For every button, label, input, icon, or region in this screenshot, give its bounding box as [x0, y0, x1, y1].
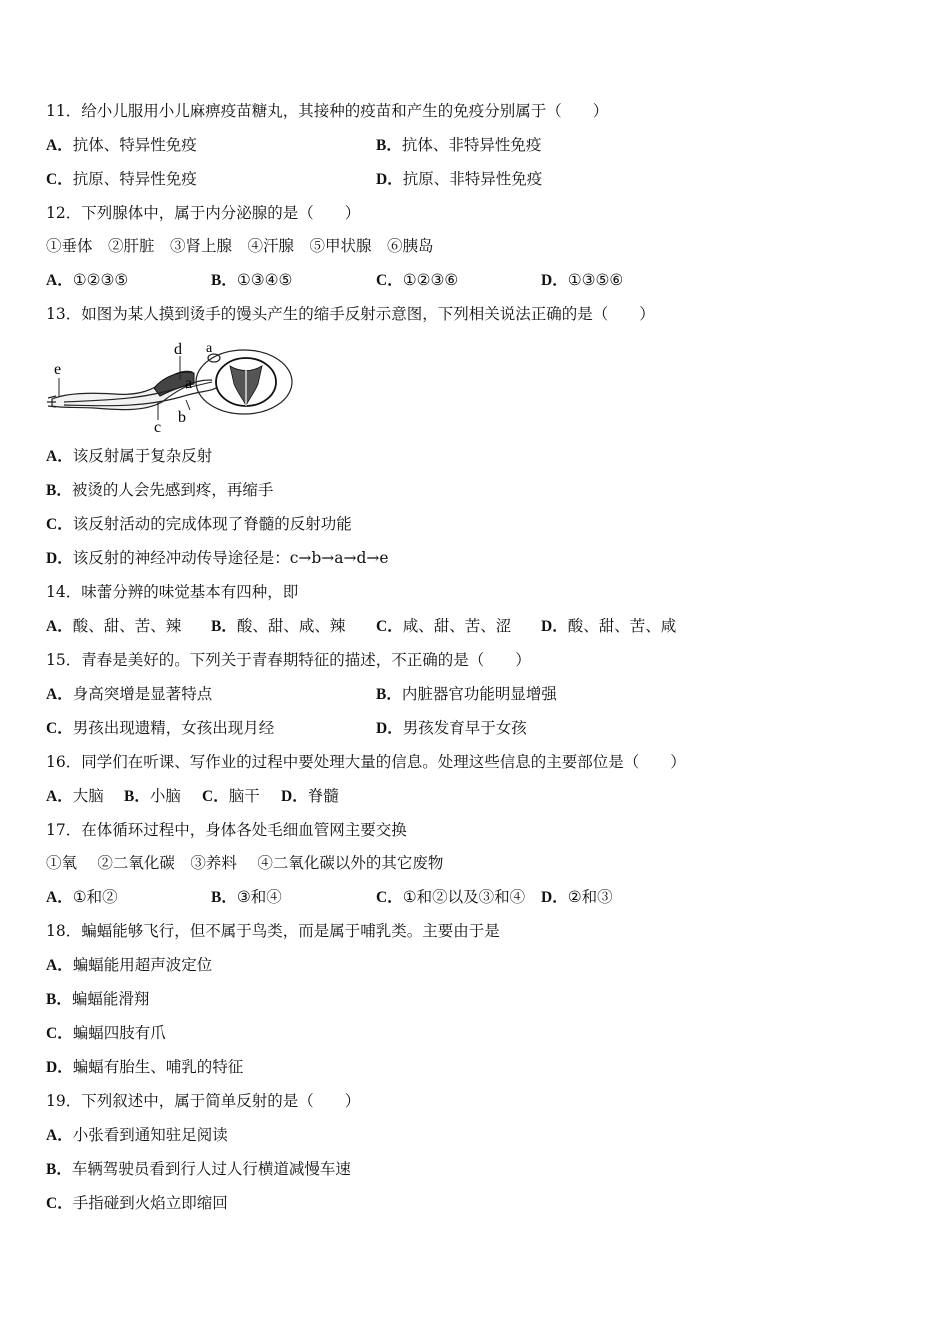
question-12-stem: 12．下列腺体中，属于内分泌腺的是（ ） [46, 204, 361, 222]
option-label: C． [376, 618, 403, 635]
question-11-stem: 11．给小儿服用小儿麻痹疫苗糖丸，其接种的疫苗和产生的免疫分别属于（ ） [46, 102, 609, 120]
option-text: 蝙蝠能用超声波定位 [72, 956, 213, 974]
option-label: B． [376, 686, 402, 703]
q16-option-c[interactable] [202, 786, 260, 807]
option-label: D． [281, 788, 308, 805]
q14-option-c[interactable] [376, 616, 511, 637]
option-label: C． [46, 1025, 73, 1042]
option-text: ①和②以及③和④ [402, 888, 526, 906]
option-label: D． [541, 618, 568, 635]
option-text: 被烫的人会先感到疼，再缩手 [71, 481, 274, 499]
option-label: B． [46, 1161, 72, 1178]
option-label: C． [202, 788, 229, 805]
q16-option-b[interactable] [124, 786, 181, 807]
option-text: 咸、甜、苦、涩 [402, 617, 512, 635]
option-label: A． [46, 618, 73, 635]
q13-option-d[interactable] [46, 548, 389, 569]
option-label: A． [46, 137, 73, 154]
option-label: C． [46, 516, 73, 533]
option-text: ①②③⑤ [72, 271, 129, 289]
option-text: 男孩发育早于女孩 [402, 719, 527, 737]
option-text: 蝙蝠能滑翔 [71, 990, 150, 1008]
q15-option-d[interactable] [376, 718, 527, 739]
option-label: A． [46, 272, 73, 289]
option-text: 抗原、特异性免疫 [72, 170, 197, 188]
q11-option-a[interactable] [46, 135, 197, 156]
q18-option-c[interactable] [46, 1023, 166, 1044]
option-label: C． [376, 272, 403, 289]
q14-option-a[interactable] [46, 616, 181, 637]
option-text: 蝙蝠有胎生、哺乳的特征 [72, 1058, 244, 1076]
option-text: ①③⑤⑥ [567, 271, 624, 289]
option-label: D． [541, 272, 568, 289]
option-text: 抗体、特异性免疫 [72, 136, 197, 154]
q18-option-a[interactable] [46, 955, 212, 976]
q18-option-b[interactable] [46, 989, 149, 1010]
question-18-stem: 18．蝙蝠能够飞行，但不属于鸟类，而是属于哺乳类。主要由于是 [46, 922, 500, 940]
q11-option-d[interactable] [376, 169, 542, 190]
option-text: 酸、甜、苦、辣 [72, 617, 182, 635]
question-17-stem: 17．在体循环过程中，身体各处毛细血管网主要交换 [46, 821, 407, 839]
option-text: ①③④⑤ [236, 271, 293, 289]
q12-option-d[interactable] [541, 270, 623, 291]
question-13-stem: 13．如图为某人摸到烫手的馒头产生的缩手反射示意图，下列相关说法正确的是（ ） [46, 305, 655, 323]
q11-option-b[interactable] [376, 135, 541, 156]
option-label: B． [211, 889, 237, 906]
question-15-stem: 15．青春是美好的。下列关于青春期特征的描述，不正确的是（ ） [46, 651, 531, 669]
option-text: 大脑 [72, 787, 104, 805]
q17-option-d[interactable] [541, 887, 613, 908]
option-label: D． [46, 550, 73, 567]
option-text: ②和③ [567, 888, 613, 906]
label-b: b [178, 409, 186, 426]
option-text: 该反射的神经冲动传导途径是：c→b→a→d→e [72, 549, 389, 567]
reflex-arc-diagram [44, 336, 296, 436]
option-label: D． [46, 1059, 73, 1076]
option-text: 小脑 [149, 787, 181, 805]
q12-option-b[interactable] [211, 270, 292, 291]
option-text: 酸、甜、苦、咸 [567, 617, 677, 635]
option-label: B． [211, 618, 237, 635]
q19-option-b[interactable] [46, 1159, 351, 1180]
label-a: a [185, 375, 193, 392]
option-label: B． [376, 137, 402, 154]
option-label: A． [46, 686, 73, 703]
question-14-stem: 14．味蕾分辨的味觉基本有四种，即 [46, 583, 299, 601]
label-c: c [154, 419, 162, 436]
option-label: A． [46, 957, 73, 974]
option-text: 脑干 [228, 787, 260, 805]
option-label: C． [46, 171, 73, 188]
option-text: ③和④ [236, 888, 282, 906]
option-label: C． [46, 720, 73, 737]
q18-option-d[interactable] [46, 1057, 243, 1078]
option-text: 抗原、非特异性免疫 [402, 170, 543, 188]
q16-option-d[interactable] [281, 786, 339, 807]
question-12-items: ①垂体 ②肝脏 ③肾上腺 ④汗腺 ⑤甲状腺 ⑥胰岛 [46, 237, 434, 255]
option-text: 该反射活动的完成体现了脊髓的反射功能 [72, 515, 352, 533]
q19-option-a[interactable] [46, 1125, 228, 1146]
option-label: D． [376, 171, 403, 188]
q13-option-c[interactable] [46, 514, 352, 535]
question-16-stem: 16．同学们在听课、写作业的过程中要处理大量的信息。处理这些信息的主要部位是（ ） [46, 753, 686, 771]
q13-option-b[interactable] [46, 480, 273, 501]
q12-option-c[interactable] [376, 270, 458, 291]
option-text: 身高突增是显著特点 [72, 685, 213, 703]
option-label: A． [46, 1127, 73, 1144]
option-label: A． [46, 788, 73, 805]
option-text: 车辆驾驶员看到行人过人行横道减慢车速 [71, 1160, 351, 1178]
q12-option-a[interactable] [46, 270, 128, 291]
leader-b [186, 400, 190, 410]
q15-option-b[interactable] [376, 684, 557, 705]
option-text: 抗体、非特异性免疫 [401, 136, 542, 154]
option-text: 小张看到通知驻足阅读 [72, 1126, 228, 1144]
option-label: C． [376, 889, 403, 906]
option-text: ①和② [72, 888, 118, 906]
question-19-stem: 19．下列叙述中，属于简单反射的是（ ） [46, 1092, 361, 1110]
option-label: D． [541, 889, 568, 906]
option-text: 酸、甜、咸、辣 [236, 617, 346, 635]
option-text: 脊髓 [307, 787, 339, 805]
option-label: B． [211, 272, 237, 289]
q19-option-c[interactable] [46, 1193, 228, 1214]
q17-option-c[interactable] [376, 887, 525, 908]
q14-option-d[interactable] [541, 616, 676, 637]
option-label: B． [46, 991, 72, 1008]
option-text: 蝙蝠四肢有爪 [72, 1024, 166, 1042]
option-label: D． [376, 720, 403, 737]
q14-option-b[interactable] [211, 616, 345, 637]
label-d: d [174, 341, 182, 358]
option-label: B． [46, 482, 72, 499]
q17-option-a[interactable] [46, 887, 118, 908]
q15-option-a[interactable] [46, 684, 212, 705]
option-text: 内脏器官功能明显增强 [401, 685, 557, 703]
option-label: A． [46, 889, 73, 906]
q17-option-b[interactable] [211, 887, 282, 908]
option-label: A． [46, 448, 73, 465]
q15-option-c[interactable] [46, 718, 274, 739]
label-a-top: a [206, 341, 213, 356]
question-17-items: ①氧 ②二氧化碳 ③养料 ④二氧化碳以外的其它废物 [46, 854, 444, 872]
option-label: B． [124, 788, 150, 805]
option-text: 男孩出现遗精，女孩出现月经 [72, 719, 275, 737]
label-e: e [54, 361, 62, 378]
option-label: C． [46, 1195, 73, 1212]
q16-option-a[interactable] [46, 786, 104, 807]
option-text: 手指碰到火焰立即缩回 [72, 1194, 228, 1212]
option-text: ①②③⑥ [402, 271, 459, 289]
q13-option-a[interactable] [46, 446, 212, 467]
option-text: 该反射属于复杂反射 [72, 447, 213, 465]
q11-option-c[interactable] [46, 169, 197, 190]
